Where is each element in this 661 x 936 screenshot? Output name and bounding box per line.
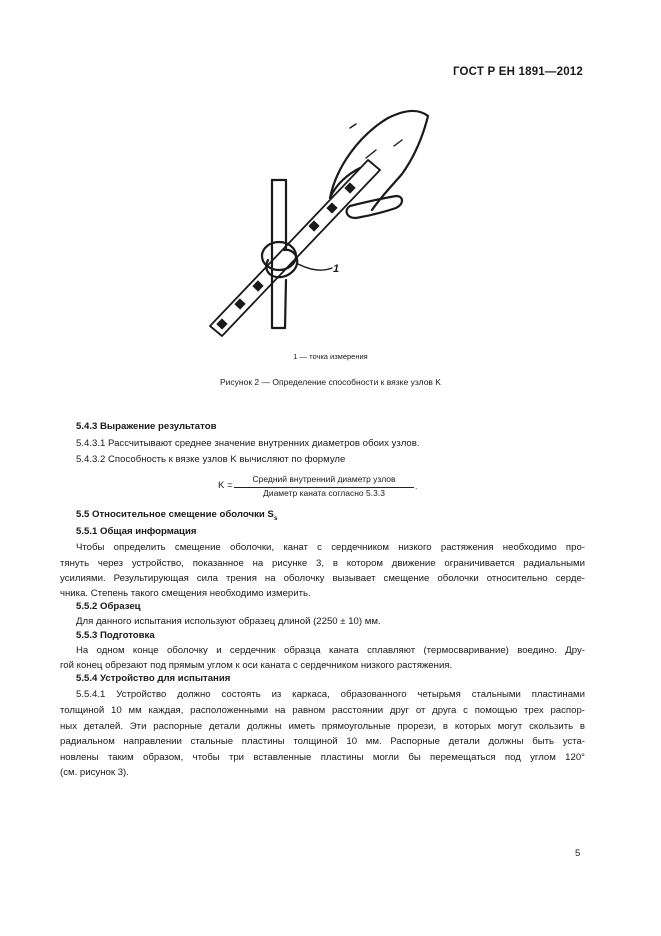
- section-5-5-2-title: 5.5.2 Образец: [76, 601, 141, 612]
- formula-knotability: [212, 474, 432, 500]
- text-line: гой конец обрезают под прямым углом к оси каната с сердечником низкого растяжения.: [60, 660, 453, 671]
- page-number: 5: [575, 848, 581, 859]
- section-5-5-1-title: 5.5.1 Общая информация: [76, 526, 197, 537]
- figure-legend: 1 — точка измерения: [293, 352, 368, 361]
- ruler: [210, 160, 380, 336]
- text-line: толщиной 10 мм каждая, расположенными на равном расстоянии друг от друга с помощью трех распор-: [60, 705, 585, 716]
- section-5-5-3-title: 5.5.3 Подготовка: [76, 630, 155, 641]
- knot-measurement-illustration: [190, 88, 450, 343]
- text-line: радиальном направлении стальные пластины толщиной 10 мм. Распорные детали должны быть уста-: [60, 736, 585, 747]
- paragraph-5-4-3-1: 5.4.3.1 Рассчитывают среднее значение внутренних диаметров обоих узлов.: [76, 438, 420, 449]
- text-line: На одном конце оболочку и сердечник образца каната сплавляют (термосваривание) воедино. Дру-: [76, 645, 585, 656]
- paragraph-5-4-3-2: 5.4.3.2 Способность к вязке узлов K вычисляют по формуле: [76, 454, 346, 465]
- text-line: тянуть через устройство, показанное на рисунке 3, в котором движение ограничивается радиальными: [60, 558, 585, 569]
- formula-denominator: Диаметр каната согласно 5.3.3: [263, 488, 385, 498]
- text-line: 5.5.4.1 Устройство должно состоять из каркаса, образованного четырьмя стальными пластинами: [76, 689, 585, 700]
- section-5-5-title-text: 5.5 Относительное смещение оболочки S: [76, 509, 274, 520]
- figure-caption: Рисунок 2 — Определение способности к вязке узлов K: [220, 377, 441, 387]
- figure-knot-measurement: [190, 88, 450, 343]
- formula-lhs: K =: [218, 480, 233, 491]
- text-line: усилиями. Результирующая сила трения на оболочку вызывает смещение оболочки относительно серде-: [60, 573, 585, 584]
- text-line: чника. Степень такого смещения необходимо измерить.: [60, 588, 311, 599]
- text-line: Чтобы определить смещение оболочки, канат с сердечником низкого растяжения необходимо про-: [76, 542, 585, 553]
- text-line: (см. рисунок 3).: [60, 767, 129, 778]
- formula-numerator: Средний внутренний диаметр узлов: [252, 474, 396, 484]
- callout-line: [298, 264, 332, 270]
- text-line: новлены таким образом, чтобы три вставленные пластины могли бы перемещаться под углом 120°: [60, 752, 585, 763]
- formula-end: .: [415, 481, 418, 491]
- hand-outline: [330, 111, 428, 210]
- figure-callout-number: 1: [333, 263, 340, 275]
- text-line: Для данного испытания используют образец длиной (2250 ± 10) мм.: [76, 616, 381, 627]
- section-5-5-4-title: 5.5.4 Устройство для испытания: [76, 673, 231, 684]
- section-5-5-subscript: s: [273, 514, 278, 522]
- section-5-4-3-title: 5.4.3 Выражение результатов: [76, 421, 217, 432]
- document-header: ГОСТ Р ЕН 1891—2012: [452, 66, 583, 78]
- text-line: ных деталей. Эти распорные детали должны иметь прямоугольные прорези, в которых могут скользить в: [60, 721, 585, 732]
